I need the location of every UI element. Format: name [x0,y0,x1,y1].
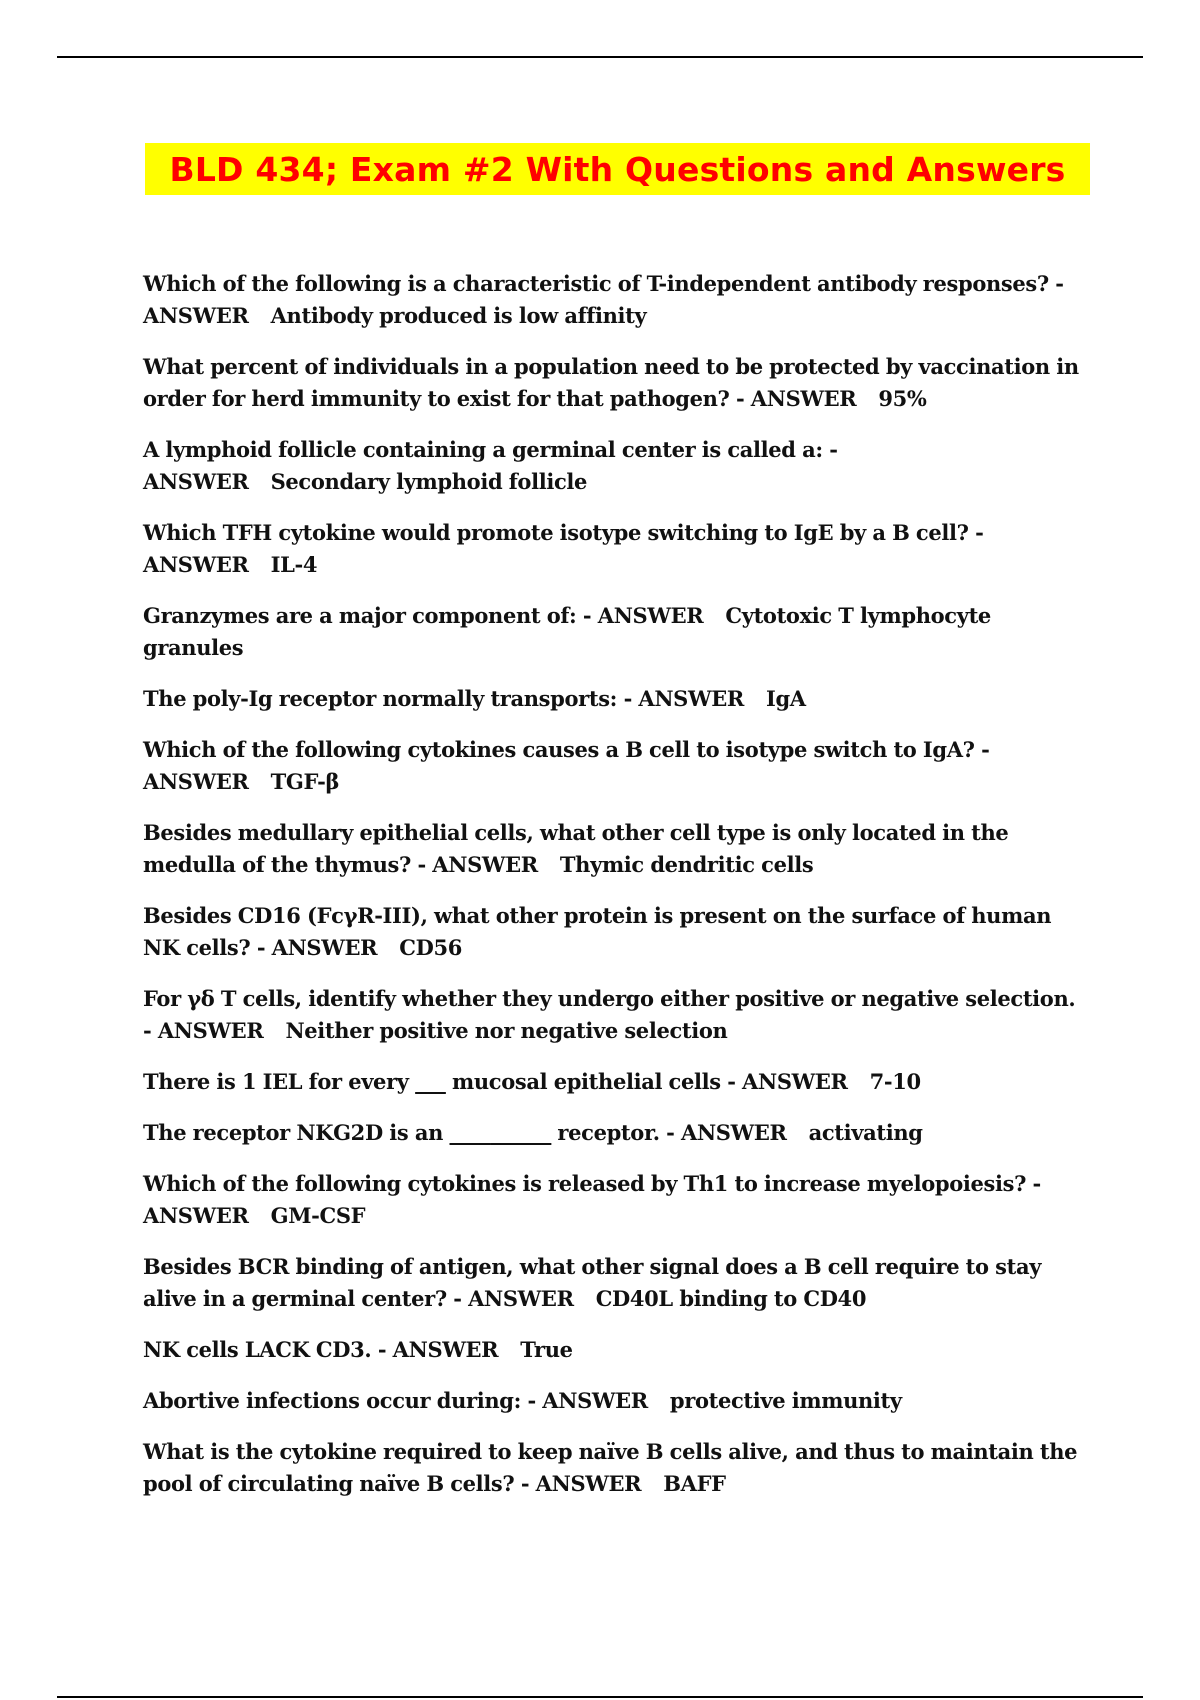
question-text: Granzymes are a major component of: [143,603,577,628]
answer-text: 7-10 [869,1069,921,1094]
answer-text: GM-CSF [270,1203,366,1228]
qa-item [143,1385,1083,1417]
question-text: Besides BCR binding of antigen, what other signal does a B cell require to stay alive in a germinal center? [143,1254,1042,1311]
bottom-rule [57,1696,1143,1698]
qa-item [143,983,1083,1047]
answer-label: - ANSWER [143,737,990,794]
answer-text: IgA [766,686,806,711]
question-text: Besides CD16 (FcγR-III), what other protein is present on the surface of human NK cells? [143,903,1052,960]
answer-text: protective immunity [669,1388,902,1413]
top-rule [57,56,1143,58]
answer-text: Secondary lymphoid follicle [270,469,588,494]
answer-label: - ANSWER [453,1286,574,1311]
question-text: NK cells LACK CD3. [143,1337,372,1362]
question-text: Which of the following cytokines causes a B cell to isotype switch to IgA? [143,737,975,762]
answer-label: - ANSWER [143,1171,1041,1228]
answer-label: - ANSWER [143,1018,264,1043]
answer-label: - ANSWER [623,686,744,711]
qa-item [143,600,1083,664]
qa-item [143,1251,1083,1315]
answer-label: - ANSWER [520,1471,642,1496]
answer-text: activating [808,1120,923,1145]
qa-item [143,434,1083,498]
qa-list [143,268,1083,1519]
answer-text: BAFF [663,1471,726,1496]
answer-text: CD40L binding to CD40 [595,1286,867,1311]
question-text: The receptor NKG2D is an __________ receptor. [143,1120,660,1145]
question-text: Besides medullary epithelial cells, what other cell type is only located in the medulla of the thymus? [143,820,1009,877]
answer-label: - ANSWER [143,520,984,577]
answer-label: - ANSWER [582,603,704,628]
answer-label: - ANSWER [377,1337,499,1362]
qa-item [143,1168,1083,1232]
qa-item [143,817,1083,881]
question-text: Which of the following is a characteristic of T-independent antibody responses? [143,271,1049,296]
answer-text: True [520,1337,573,1362]
answer-text: Thymic dendritic cells [559,852,814,877]
qa-item [143,683,1083,715]
question-text: The poly-Ig receptor normally transports: [143,686,618,711]
qa-item [143,1334,1083,1366]
answer-label: - ANSWER [143,271,1064,328]
document-title: BLD 434; Exam #2 With Questions and Answers [169,149,1066,189]
answer-text: CD56 [399,935,462,960]
answer-label: - ANSWER [666,1120,787,1145]
answer-label: - ANSWER [735,386,857,411]
question-text: There is 1 IEL for every ___ mucosal epithelial cells [143,1069,721,1094]
qa-item [143,517,1083,581]
answer-text: IL-4 [270,552,318,577]
question-text: Which of the following cytokines is released by Th1 to increase myelopoiesis? [143,1171,1027,1196]
qa-item [143,734,1083,798]
question-text: What percent of individuals in a population need to be protected by vaccination in order for herd immunity to exist for that pathogen? [143,354,1079,411]
answer-label: - ANSWER [256,935,378,960]
question-text: What is the cytokine required to keep naïve B cells alive, and thus to maintain the pool of circulating naïve B cells? [143,1439,1078,1496]
answer-text: TGF-β [270,769,340,794]
answer-label: - ANSWER [417,852,538,877]
question-text: For γδ T cells, identify whether they undergo either positive or negative selection. [143,986,1076,1011]
question-text: Abortive infections occur during: [143,1388,521,1413]
qa-item [143,1066,1083,1098]
qa-item [143,900,1083,964]
answer-text: Cytotoxic T lymphocyte granules [143,603,991,660]
answer-label: - ANSWER [727,1069,848,1094]
question-text: A lymphoid follicle containing a germinal center is called a: [143,437,823,462]
qa-item [143,268,1083,332]
answer-label: - ANSWER [527,1388,648,1413]
answer-label: - ANSWER [143,437,838,494]
qa-item [143,1117,1083,1149]
qa-item [143,351,1083,415]
title-highlight [145,143,1090,195]
question-text: Which TFH cytokine would promote isotype switching to IgE by a B cell? [143,520,969,545]
answer-text: 95% [878,386,927,411]
answer-text: Antibody produced is low affinity [270,303,647,328]
qa-item [143,1436,1083,1500]
answer-text: Neither positive nor negative selection [285,1018,728,1043]
